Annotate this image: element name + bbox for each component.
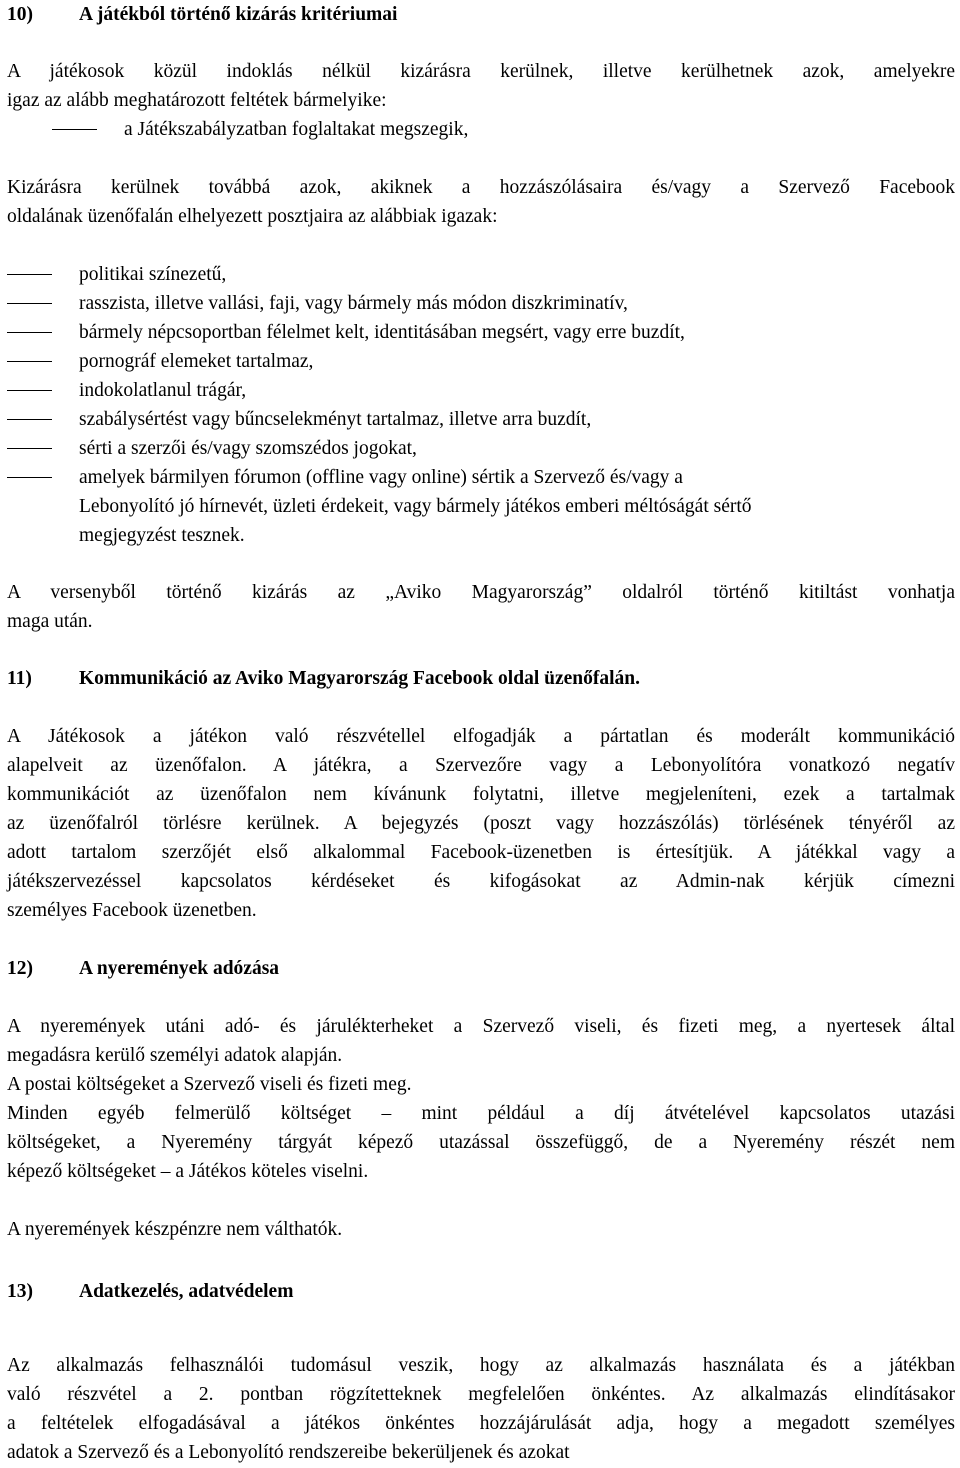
dash-bullet [7, 332, 52, 333]
list-item [7, 434, 955, 463]
paragraph: igaz az alább meghatározott feltétek bármelyike: [7, 90, 387, 111]
section-12-heading [7, 954, 955, 983]
dash-bullet [7, 390, 52, 391]
section-title: A nyeremények adózása [79, 958, 280, 979]
list-item [7, 405, 955, 434]
list-item-text: rasszista, illetve vallási, faji, vagy bármely más módon diszkriminatív, [79, 293, 628, 314]
section-number: 12) [7, 958, 33, 979]
list-item-text: bármely népcsoportban félelmet kelt, identitásában megsért, vagy erre buzdít, [79, 322, 685, 343]
list-item-continuation: Lebonyolító jó hírnevét, üzleti érdekeit, vagy bármely játékos emberi méltóságát sértő [79, 496, 752, 517]
list-item-text: indokolatlanul trágár, [79, 380, 247, 401]
list-item [7, 289, 955, 318]
dash-bullet [7, 477, 52, 478]
paragraph-line: Minden egyéb felmerülő költséget – mint például a díj átvételével kapcsolatos utazási [7, 1103, 955, 1124]
section-number: 10) [7, 4, 33, 25]
list-item-text: pornográf elemeket tartalmaz, [79, 351, 314, 372]
paragraph-line: megadásra kerülő személyi adatok alapján. [7, 1045, 343, 1066]
list-item-continuation: megjegyzést tesznek. [79, 525, 245, 546]
list-item [7, 260, 955, 289]
paragraph-line: képező költségeket – a Játékos köteles viselni. [7, 1161, 369, 1182]
section-10-heading [7, 0, 955, 29]
dash-bullet [7, 419, 52, 420]
paragraph-line: adatok a Szervező és a Lebonyolító rendszereibe bekerüljenek és azokat [7, 1442, 570, 1463]
section-title: Kommunikáció az Aviko Magyarország Facebook oldal üzenőfalán. [79, 668, 640, 689]
paragraph-line: az üzenőfalról törlésre kerülnek. A bejegyzés (poszt vagy hozzászólás) törlésének tényéről az [7, 813, 955, 834]
paragraph: Kizárásra kerülnek továbbá azok, akiknek a hozzászólásaira és/vagy a Szervező Facebook [7, 177, 955, 198]
section-11-heading [7, 664, 955, 693]
list-item [7, 376, 955, 405]
list-item [7, 115, 955, 144]
paragraph-line: való részvétel a 2. pontban rögzítetteknek megfelelően önkéntes. Az alkalmazás elindításakor [7, 1384, 955, 1405]
paragraph-line: személyes Facebook üzenetben. [7, 900, 257, 921]
dash-bullet [7, 274, 52, 275]
dash-bullet [7, 303, 52, 304]
paragraph: maga után. [7, 611, 93, 632]
dash-bullet [52, 129, 97, 130]
paragraph: A postai költségeket a Szervező viseli és fizeti meg. [7, 1074, 412, 1095]
paragraph: A játékosok közül indoklás nélkül kizárásra kerülnek, illetve kerülhetnek azok, amelyekre [7, 61, 955, 82]
list-item-text: szabálysértést vagy bűncselekményt tartalmaz, illetve arra buzdít, [79, 409, 592, 430]
section-title: A játékból történő kizárás kritériumai [79, 4, 398, 25]
paragraph-line: adott tartalom szerzőjét első alkalommal Facebook-üzenetben is értesítjük. A játékkal vagy a [7, 842, 955, 863]
paragraph: A nyeremények készpénzre nem válthatók. [7, 1219, 343, 1240]
paragraph: A versenyből történő kizárás az „Aviko Magyarország” oldalról történő kitiltást vonhatja [7, 582, 955, 603]
dash-bullet [7, 361, 52, 362]
paragraph-line: kommunikációt az üzenőfalon nem kívánunk folytatni, illetve megjeleníteni, ezek a tartalmak [7, 784, 955, 805]
section-number: 13) [7, 1281, 33, 1302]
paragraph-line: A Játékosok a játékon való részvétellel elfogadják a pártatlan és moderált kommunikáció [7, 726, 955, 747]
section-title: Adatkezelés, adatvédelem [79, 1281, 294, 1302]
list-item-text: amelyek bármilyen fórumon (offline vagy online) sértik a Szervező és/vagy a [79, 467, 683, 488]
paragraph-line: alapelveit az üzenőfalon. A játékra, a Szervezőre vagy a Lebonyolítóra vonatkozó negatív [7, 755, 955, 776]
section-number: 11) [7, 668, 32, 689]
paragraph-line: Az alkalmazás felhasználói tudomásul veszik, hogy az alkalmazás használata és a játékban [7, 1355, 955, 1376]
paragraph: oldalának üzenőfalán elhelyezett posztjaira az alábbiak igazak: [7, 206, 498, 227]
list-item-text: sérti a szerzői és/vagy szomszédos jogokat, [79, 438, 417, 459]
list-item-text: a Játékszabályzatban foglaltakat megszegik, [124, 119, 469, 140]
list-item [7, 347, 955, 376]
paragraph-line: A nyeremények utáni adó- és járulékterheket a Szervező viseli, és fizeti meg, a nyertesek által [7, 1016, 955, 1037]
paragraph-line: a feltételek elfogadásával a játékos önkéntes hozzájárulását adja, hogy a megadott személyes [7, 1413, 955, 1434]
list-item [7, 318, 955, 347]
paragraph-line: játékszervezéssel kapcsolatos kérdéseket és kifogásokat az Admin-nak kérjük címezni [7, 871, 955, 892]
paragraph-line: költségeket, a Nyeremény tárgyát képező utazással összefüggő, de a Nyeremény részét nem [7, 1132, 955, 1153]
list-item-text: politikai színezetű, [79, 264, 227, 285]
dash-bullet [7, 448, 52, 449]
list-item [7, 463, 955, 492]
section-13-heading [7, 1277, 955, 1306]
